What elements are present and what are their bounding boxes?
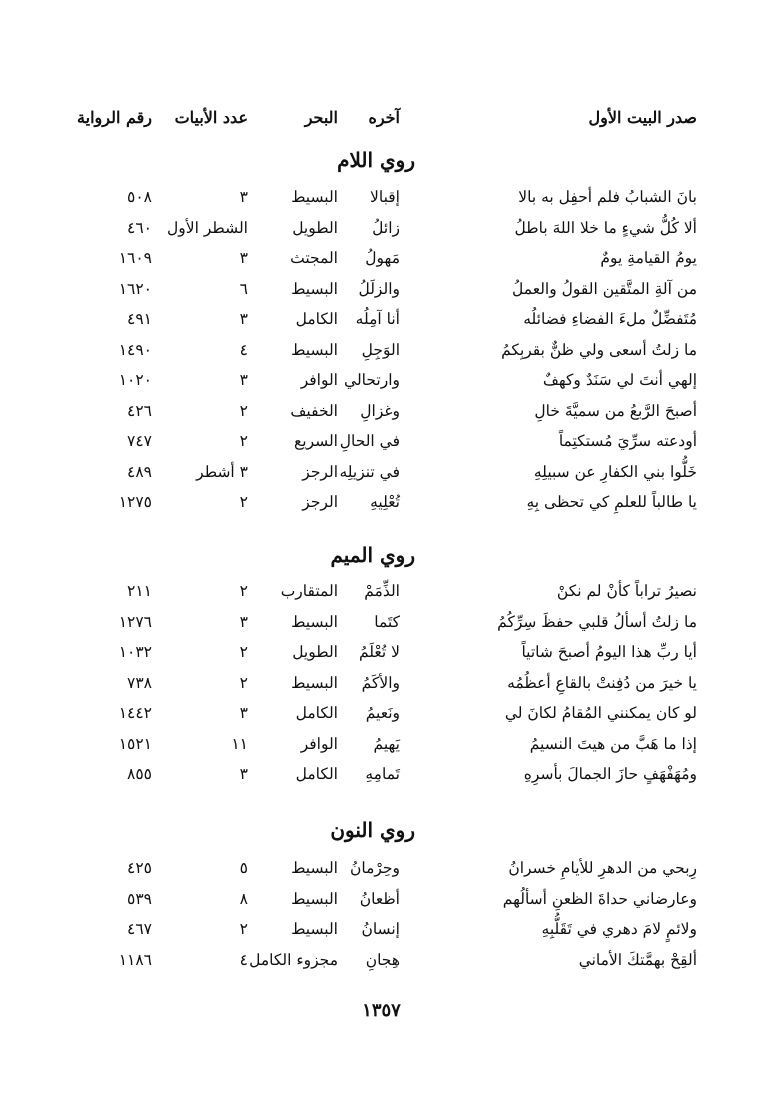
verse-ending: تُعْلِيهِ [370, 493, 400, 511]
table-row [0, 853, 763, 884]
verse-count: ٢ [239, 673, 248, 692]
table-row [0, 698, 763, 729]
verse-count: ٦ [239, 279, 248, 298]
verse-text: خَلُّوا بني الكفارِ عن سبيلِهِ [533, 462, 697, 481]
verse-count: ٢ [239, 920, 248, 938]
verse-meter: الوافر [300, 371, 338, 389]
verse-text: نصيرُ تراباً كأنْ لم نكنْ [556, 582, 697, 600]
verse-meter: البسيط [291, 612, 338, 631]
verse-text: لو كان يمكنني المُقامُ لكانَ لي [504, 704, 697, 722]
section-rows-nun [0, 853, 763, 975]
narration-number: ٤٨٩ [127, 462, 152, 481]
verse-meter: الطويل [292, 643, 338, 661]
verse-text: يومُ القيامةِ يومٌ [600, 249, 697, 267]
verse-meter: الرجز [302, 462, 338, 481]
table-row [0, 729, 763, 760]
table-header [0, 108, 763, 136]
narration-number: ٤٩١ [127, 310, 152, 328]
verse-meter: الطويل [292, 218, 338, 237]
verse-ending: مَهولُ [365, 249, 400, 267]
verse-text: ما زلتُ أسعى ولي ظنٌّ بقربِكمُ [501, 340, 697, 359]
table-row [0, 365, 763, 396]
verse-ending: تَمامِهِ [365, 765, 400, 783]
verse-count: ٢ [239, 493, 248, 511]
table-row [0, 274, 763, 305]
verse-ending: وحِرْمانُ [349, 859, 400, 877]
verse-text: مُتَفضِّلٌ ملءَ الفضاءِ فضائلُه [523, 310, 697, 328]
header-ending: آخره [368, 108, 400, 127]
table-row [0, 243, 763, 274]
verse-ending: وغزالِ [360, 401, 400, 420]
table-row [0, 945, 763, 976]
verse-text: ألا كُلُّ شيءٍ ما خلا اللهَ باطلُ [514, 218, 697, 237]
narration-number: ١٢٧٦ [118, 612, 152, 631]
verse-count: ٢ [239, 401, 248, 420]
table-row [0, 335, 763, 366]
verse-count: ٤ [239, 950, 248, 969]
verse-meter: المجتث [290, 249, 338, 267]
verse-ending: وارتحالي [344, 371, 400, 389]
narration-number: ١١٨٦ [118, 950, 152, 969]
table-row [0, 396, 763, 427]
verse-count: ٣ [239, 371, 248, 389]
verse-text: أودعته سرِّيَ مُستكتِماً [558, 432, 697, 450]
verse-meter: البسيط [291, 920, 338, 938]
table-row [0, 884, 763, 915]
narration-number: ٥٣٩ [127, 889, 152, 908]
verse-meter: الرجز [302, 493, 338, 511]
narration-number: ٧٤٧ [127, 432, 152, 450]
verse-text: أصبحَ الرَّبعُ من سميَّةَ خالِ [534, 401, 697, 420]
verse-ending: زائلُ [372, 218, 400, 237]
verse-ending: أظعانُ [359, 889, 400, 908]
verse-count: ٢ [239, 582, 248, 600]
verse-count: ١١ [231, 734, 248, 753]
verse-text: رِبحي من الدهرِ للأيامِ خسرانُ [508, 859, 697, 877]
verse-meter: المتقارب [280, 582, 338, 600]
narration-number: ١٠٢٠ [118, 371, 152, 389]
page-number: ١٣٥٧ [362, 1000, 401, 1021]
verse-meter: الكامل [295, 704, 338, 722]
table-row [0, 457, 763, 488]
verse-count: ٣ [239, 249, 248, 267]
verse-count: ٣ أشطر [196, 462, 248, 481]
verse-count: ٢ [239, 643, 248, 661]
verse-count: ٣ [239, 612, 248, 631]
verse-ending: يَهيمُ [373, 734, 400, 753]
narration-number: ١٦٢٠ [118, 279, 152, 298]
verse-meter: الكامل [295, 765, 338, 783]
verse-meter: البسيط [291, 673, 338, 692]
narration-number: ٤٢٦ [127, 401, 152, 420]
verse-meter: البسيط [291, 188, 338, 206]
verse-count: ٣ [239, 310, 248, 328]
verse-count: ٤ [239, 340, 248, 359]
verse-text: أيا ربِّ هذا اليومُ أصبحَ شاتياً [521, 643, 697, 661]
verse-ending: إنسانُ [361, 920, 400, 938]
verse-meter: البسيط [291, 279, 338, 298]
verse-count: ٢ [239, 432, 248, 450]
table-row [0, 914, 763, 945]
narration-number: ٥٠٨ [127, 188, 152, 206]
verse-meter: الكامل [295, 310, 338, 328]
table-row [0, 213, 763, 244]
verse-ending: لا تُعْلَمُ [358, 643, 400, 661]
table-row [0, 576, 763, 607]
narration-number: ١٢٧٥ [118, 493, 152, 511]
verse-text: ما زلتُ أسألُ قلبي حفظَ سِرِّكُمُ [497, 612, 697, 631]
verse-count: ٨ [239, 889, 248, 908]
header-meter: البحر [304, 108, 338, 127]
verse-meter: الوافر [300, 734, 338, 753]
table-row [0, 668, 763, 699]
narration-number: ١٤٤٢ [118, 704, 152, 722]
verse-ending: والزلَلُ [358, 279, 400, 298]
verse-ending: أنا آمِلُه [355, 310, 400, 328]
verse-ending: إقبالا [370, 188, 400, 206]
table-row [0, 304, 763, 335]
verse-ending: هِجانِ [365, 950, 400, 969]
table-row [0, 182, 763, 213]
verse-ending: كتَما [374, 612, 400, 631]
verse-text: من آلةِ المتَّقين القولُ والعملُ [512, 279, 697, 298]
verse-meter: البسيط [291, 340, 338, 359]
table-row [0, 759, 763, 790]
verse-ending: والأكَمُ [361, 673, 400, 692]
narration-number: ٤٢٥ [127, 859, 152, 877]
narration-number: ٢١١ [127, 582, 152, 600]
verse-count: ٥ [239, 859, 248, 877]
section-title-lam: روي اللام [337, 148, 415, 172]
verse-text: بانَ الشبابُ فلم أحفِل به بالا [518, 188, 697, 206]
verse-text: وعارضاني حداةَ الظعنِ أسألُهم [502, 889, 697, 908]
verse-meter: البسيط [291, 889, 338, 908]
narration-number: ٨٥٥ [127, 765, 152, 783]
verse-text: ومُهَفْهَفٍ حازَ الجمالَ بأسرِهِ [523, 765, 697, 783]
section-title-nun: روي النون [330, 818, 415, 842]
verse-text: يا خيرَ من دُفِنتْ بالقاعِ أعظُمُه [507, 673, 697, 692]
verse-count: ٣ [239, 704, 248, 722]
narration-number: ٤٦٠ [127, 218, 152, 237]
narration-number: ٧٣٨ [127, 673, 152, 692]
verse-ending: ونَعيمُ [365, 704, 400, 722]
verse-ending: الذِّمَمْ [364, 582, 400, 600]
header-narration-number: رقم الرواية [77, 108, 152, 127]
narration-number: ١٠٣٢ [118, 643, 152, 661]
table-row [0, 487, 763, 518]
verse-ending: الوَجِلِ [361, 340, 400, 359]
verse-text: إذا ما هَبَّ من هيتَ النسيمُ [529, 734, 697, 753]
header-first-verse: صدر البيت الأول [588, 108, 697, 127]
table-row [0, 607, 763, 638]
verse-meter: مجزوء الكامل [249, 950, 338, 969]
table-row [0, 637, 763, 668]
verse-count: الشطر الأول [167, 218, 248, 237]
narration-number: ١٦٠٩ [118, 249, 152, 267]
verse-ending: في تنزيلِه [339, 462, 400, 481]
verse-text: إلهي أنتَ لي سَنَدٌ وكهفٌ [542, 371, 697, 389]
verse-meter: البسيط [291, 859, 338, 877]
narration-number: ٤٦٧ [127, 920, 152, 938]
verse-text: ألقِحْ بهمَّتكَ الأماني [578, 950, 697, 969]
section-rows-mim [0, 576, 763, 790]
verse-count: ٣ [239, 188, 248, 206]
section-rows-lam [0, 182, 763, 518]
narration-number: ١٤٩٠ [118, 340, 152, 359]
section-title-mim: روي الميم [330, 543, 415, 567]
verse-meter: السريع [294, 432, 338, 450]
verse-ending: في الحالِ [339, 432, 400, 450]
verse-text: يا طالباً للعلمِ كي تحظى بِهِ [526, 493, 697, 511]
table-row [0, 426, 763, 457]
verse-count: ٣ [239, 765, 248, 783]
verse-meter: الخفيف [290, 401, 338, 420]
verse-text: ولائمٍ لامَ دهري في تَقَلُّبِهِ [541, 920, 697, 938]
header-verse-count: عدد الأبيات [174, 108, 248, 127]
narration-number: ١٥٢١ [118, 734, 152, 753]
